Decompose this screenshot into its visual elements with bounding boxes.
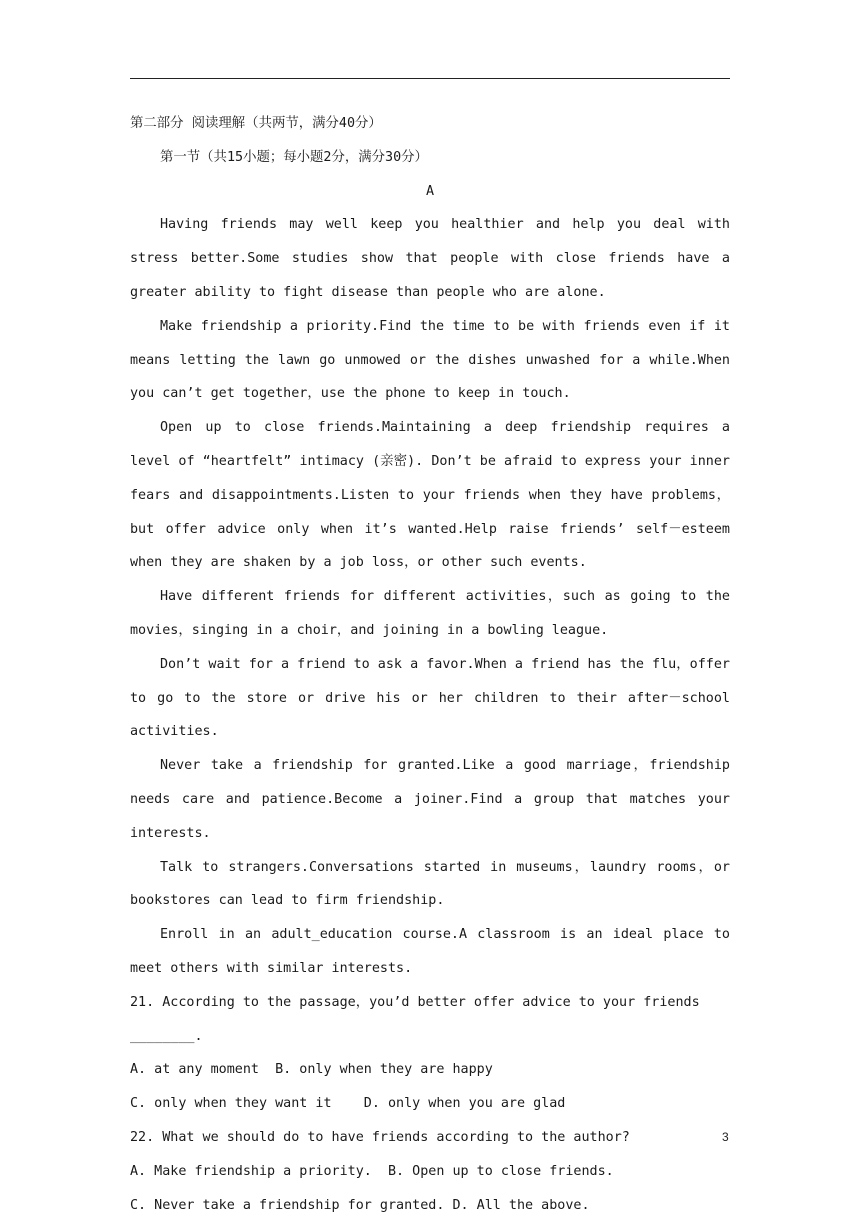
question-21-options-ab: A. at any moment B. only when they are happy — [130, 1053, 730, 1087]
passage-label: A — [130, 175, 730, 209]
section-title: 第二部分 阅读理解（共两节，满分40分） — [130, 107, 730, 141]
question-22-options-ab: A. Make friendship a priority. B. Open up to close friends. — [130, 1155, 730, 1189]
question-22-options-cd: C. Never take a friendship for granted. D. All the above. — [130, 1189, 730, 1222]
paragraph-enroll: Enroll in an adult_education course.A classroom is an ideal place to meet others with similar interests. — [130, 918, 730, 986]
paragraph-favor: Don’t wait for a friend to ask a favor.When a friend has the flu，offer to go to the store or drive his or her children to their after－school activities. — [130, 648, 730, 749]
header-rule — [130, 78, 730, 79]
question-22-stem: 22. What we should do to have friends according to the author? — [130, 1121, 730, 1155]
subsection-title: 第一节（共15小题；每小题2分，满分30分） — [130, 141, 730, 175]
page-number: 3 — [722, 1130, 729, 1144]
paragraph-priority: Make friendship a priority.Find the time to be with friends even if it means letting the lawn go unmowed or the dishes unwashed for a while.When you can’t get together，use the phone to keep in touch. — [130, 310, 730, 411]
document-body — [130, 107, 730, 1222]
question-21-stem: 21. According to the passage，you’d better offer advice to your friends ________. — [130, 986, 730, 1054]
paragraph-activities: Have different friends for different activities，such as going to the movies，singing in a choir，and joining in a bowling league. — [130, 580, 730, 648]
paragraph-granted: Never take a friendship for granted.Like a good marriage，friendship needs care and patience.Become a joiner.Find a group that matches your interests. — [130, 749, 730, 850]
paragraph-strangers: Talk to strangers.Conversations started in museums，laundry rooms，or bookstores can lead to firm friendship. — [130, 851, 730, 919]
paragraph-open-up: Open up to close friends.Maintaining a deep friendship requires a level of “heartfelt” intimacy (亲密). Don’t be afraid to express your inner fears and disappointments.Listen to your friends when they have problems，but offer advice only when it’s wanted.Help raise friends’ self－esteem when they are shaken by a job loss，or other such events. — [130, 411, 730, 580]
paragraph-intro: Having friends may well keep you healthier and help you deal with stress better.Some studies show that people with close friends have a greater ability to fight disease than people who are alone. — [130, 208, 730, 309]
question-21-options-cd: C. only when they want it D. only when you are glad — [130, 1087, 730, 1121]
